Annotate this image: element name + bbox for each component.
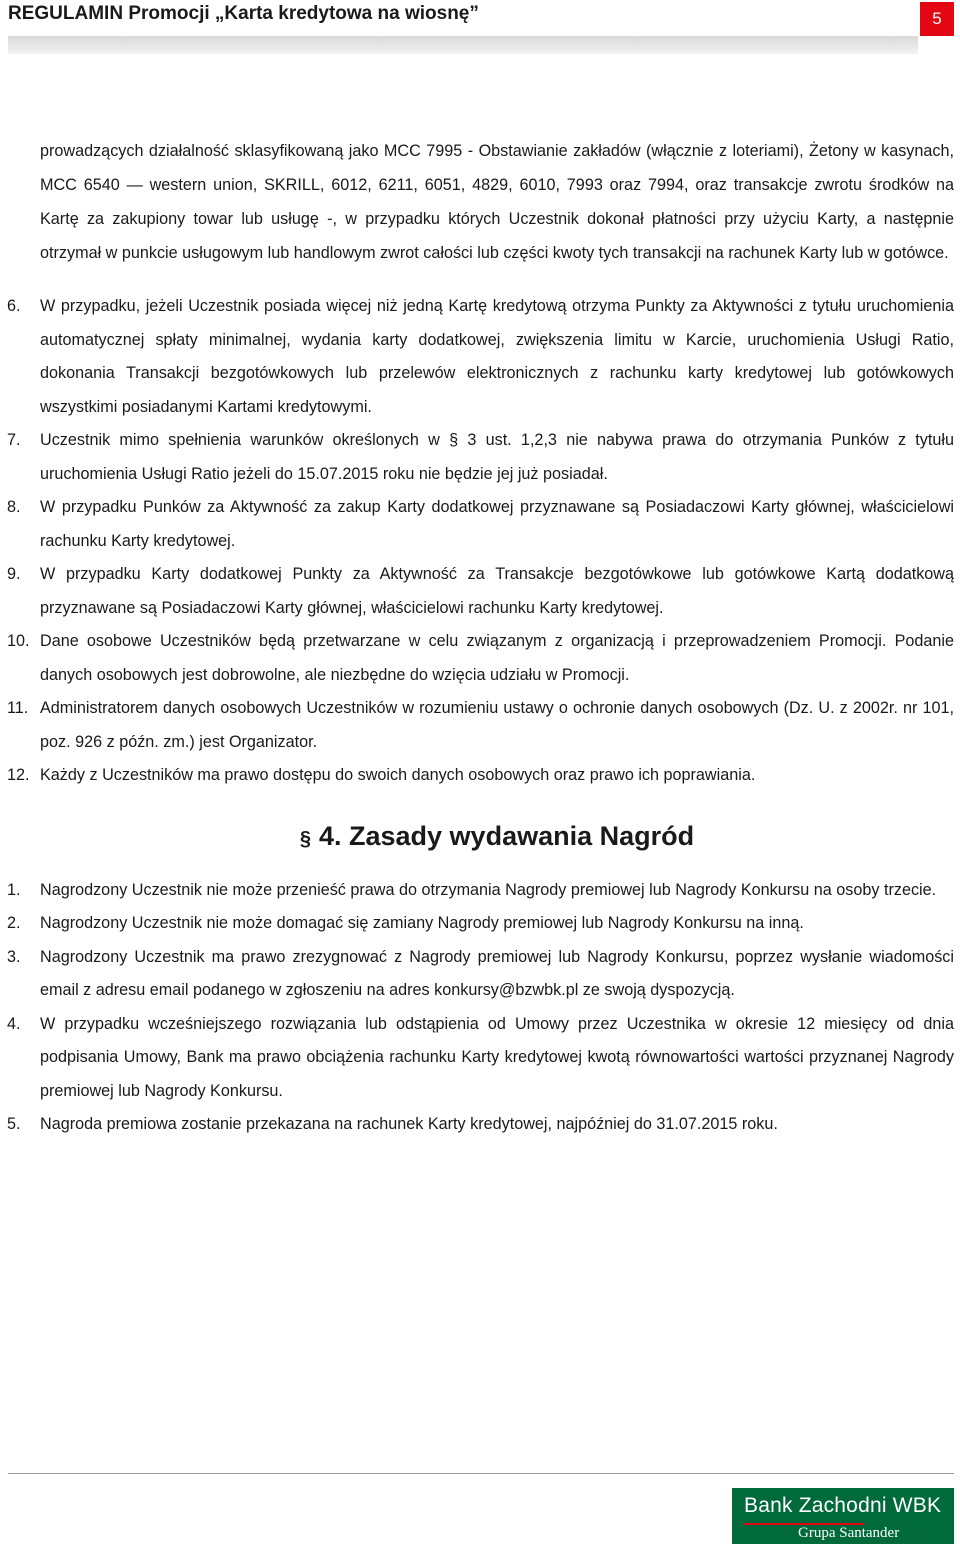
item-text: Dane osobowe Uczestników będą przetwarzane w celu związanym z organizacją i przeprowadzeniem Promocji. Podanie danych osobowych jest dobrowolne, ale niezbędne do wzięcia udziału w Promocji. xyxy=(40,632,954,684)
page-header xyxy=(0,0,960,56)
item-text: W przypadku Karty dodatkowej Punkty za Aktywność za Transakcje bezgotówkowe lub gotówkowe Kartą dodatkową przyznawane są Posiadaczowi Karty głównej, właścicielowi rachunku Karty kredytowej. xyxy=(40,565,954,617)
item-text: Uczestnik mimo spełnienia warunków określonych w § 3 ust. 1,2,3 nie nabywa prawa do otrzymania Punków z tytułu uruchomienia Usługi Ratio jeżeli do 15.07.2015 roku nie będzie jej już posiadał. xyxy=(40,431,954,483)
list-item xyxy=(7,907,954,941)
list-item xyxy=(7,1108,954,1142)
item-text: W przypadku wcześniejszego rozwiązania lub odstąpienia od Umowy przez Uczestnika w okresie 12 miesięcy od dnia podpisania Umowy, Bank ma prawo obciążenia rachunku Karty kredytowej kwotą równowartości wartości przyznanej Nagrody premiowej lub Nagrody Konkursu. xyxy=(40,1014,954,1100)
item-text: W przypadku Punków za Aktywność za zakup Karty dodatkowej przyznawane są Posiadaczowi Karty głównej, właścicielowi rachunku Karty kredytowej. xyxy=(40,498,954,550)
list-item xyxy=(7,692,954,759)
prizes-rules-list xyxy=(7,874,954,1142)
item-number: 6. xyxy=(7,297,21,315)
item-number: 11. xyxy=(7,699,29,717)
item-number: 7. xyxy=(7,431,21,449)
item-text: Nagrodzony Uczestnik nie może przenieść prawa do otrzymania Nagrody premiowej lub Nagrody Konkursu na osoby trzecie. xyxy=(40,880,937,899)
item-text: Nagroda premiowa zostanie przekazana na rachunek Karty kredytowej, najpóźniej do 31.07.2015 roku. xyxy=(40,1115,778,1133)
item-text: W przypadku, jeżeli Uczestnik posiada więcej niż jedną Kartę kredytową otrzyma Punkty za Aktywności z tytułu uruchomienia automatycznej spłaty minimalnej, wydania karty dodatkowej, zwiększenia limitu w Karcie, uruchomienia Usługi Ratio, dokonania Transakcji bezgotówkowych lub przelewów elektronicznych z rachunku karty kredytowej lub gotówkowych wszystkimi posiadanymi Kartami kredytowymi. xyxy=(40,297,954,416)
item-number: 12. xyxy=(7,766,30,784)
document-title: REGULAMIN Promocji „Karta kredytowa na wiosnę” xyxy=(8,3,479,24)
list-item xyxy=(7,424,954,491)
group-name: Grupa Santander xyxy=(792,1525,899,1542)
item-text: Każdy z Uczestników ma prawo dostępu do swoich danych osobowych oraz prawo ich poprawiania. xyxy=(40,766,756,784)
list-item xyxy=(7,625,954,692)
list-item xyxy=(7,941,954,1008)
item-number: 8. xyxy=(7,498,21,516)
item-text: Nagrodzony Uczestnik ma prawo zrezygnować z Nagrody premiowej lub Nagrody Konkursu, poprzez wysłanie wiadomości email z adresu email podanego w zgłoszeniu na adres konkursy@bzwbk.pl ze swoją dyspozycją. xyxy=(40,947,954,999)
item-text: Nagrodzony Uczestnik nie może domagać się zamiany Nagrody premiowej lub Nagrody Konkursu na inną. xyxy=(40,914,804,932)
footer-divider xyxy=(8,1473,954,1474)
intro-paragraph: prowadzących działalność sklasyfikowaną jako MCC 7995 - Obstawianie zakładów (włącznie z loteriami), Żetony w kasynach, MCC 6540 — western union, SKRILL, 6012, 6211, 6051, 4829, 6010, 7993 oraz 7994, oraz transakcje zwrotu środków na Kartę za zakupiony towar lub usługę -, w przypadku których Uczestnik dokonał płatności przy użyciu Karty, a następnie otrzymał w punkcie usługowym lub handlowym zwrot całości lub części kwoty tych transakcji na rachunek Karty lub w gotówce. xyxy=(40,142,954,262)
spacer xyxy=(40,270,954,290)
item-number: 2. xyxy=(7,914,21,932)
item-text: Administratorem danych osobowych Uczestników w rozumieniu ustawy o ochronie danych osobowych (Dz. U. z 2002r. nr 101, poz. 926 z późn. zm.) jest Organizator. xyxy=(40,699,954,751)
list-item xyxy=(7,491,954,558)
bank-logo xyxy=(732,1488,954,1544)
document-body xyxy=(7,134,954,1142)
page-number-badge: 5 xyxy=(920,2,954,36)
list-item xyxy=(7,874,954,908)
item-number: 10. xyxy=(7,632,30,650)
rules-list xyxy=(7,290,954,793)
list-item xyxy=(7,558,954,625)
header-bar xyxy=(8,36,918,54)
item-number: 9. xyxy=(7,565,21,583)
section-title: 4. Zasady wydawania Nagród xyxy=(318,820,695,851)
section-sign-icon: § xyxy=(299,827,311,850)
item-number: 1. xyxy=(7,880,21,899)
bank-name: Bank Zachodni WBK xyxy=(744,1494,942,1517)
section-heading xyxy=(40,821,954,852)
item-number: 3. xyxy=(7,947,21,966)
item-number: 5. xyxy=(7,1115,21,1133)
list-item xyxy=(7,1008,954,1109)
list-item xyxy=(7,759,954,793)
list-item xyxy=(7,290,954,424)
item-number: 4. xyxy=(7,1014,21,1033)
